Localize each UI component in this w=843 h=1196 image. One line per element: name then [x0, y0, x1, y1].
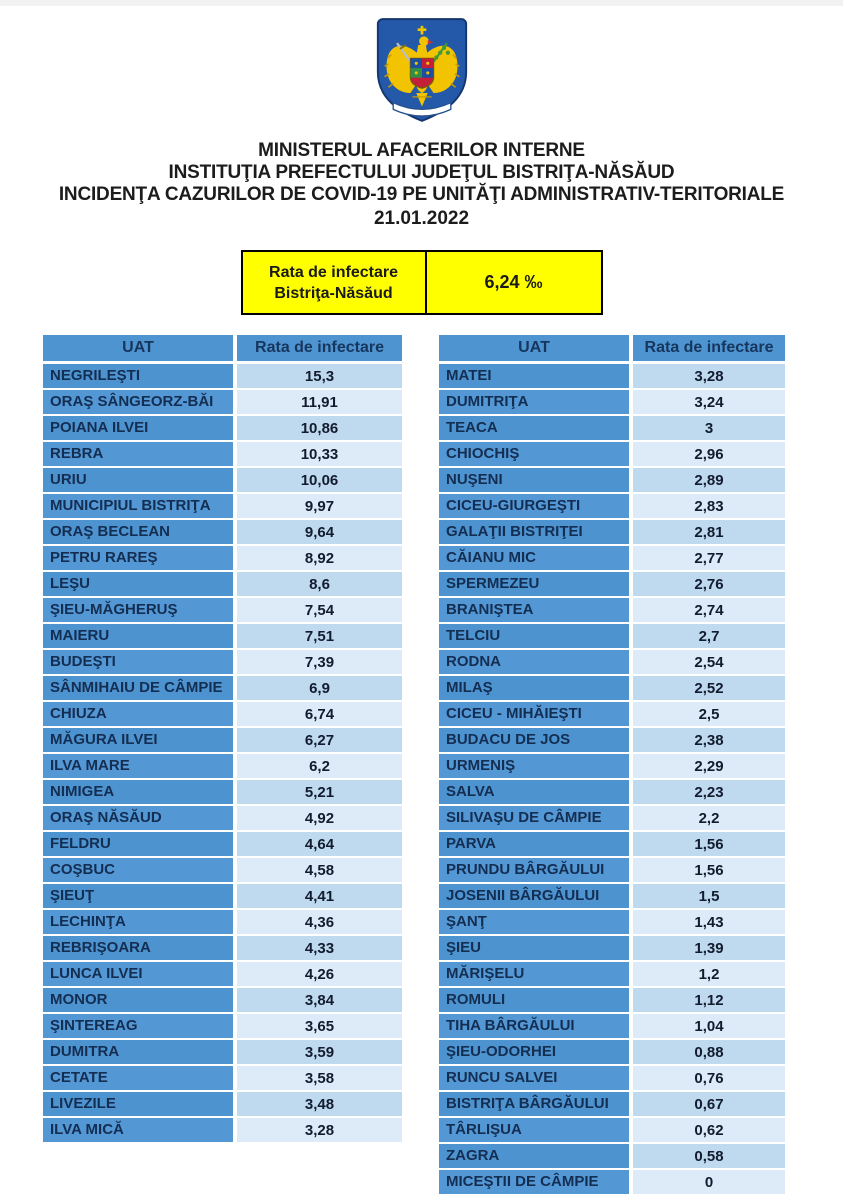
infection-rate-cell: 4,92 [237, 806, 402, 830]
infection-rate-cell: 6,2 [237, 754, 402, 778]
table-body-left [43, 364, 402, 1142]
table-row [43, 1066, 402, 1090]
uat-name-cell: DUMITRIŢA [439, 390, 629, 414]
infection-rate-cell: 2,96 [633, 442, 785, 466]
table-row [43, 780, 402, 804]
table-row [43, 832, 402, 856]
uat-name-cell: SALVA [439, 780, 629, 804]
infection-rate-cell: 3,48 [237, 1092, 402, 1116]
infection-rate-cell: 0,67 [633, 1092, 785, 1116]
uat-table-left [43, 335, 402, 1144]
uat-name-cell: MĂRIŞELU [439, 962, 629, 986]
table-row [43, 1014, 402, 1038]
table-row [43, 416, 402, 440]
uat-name-cell: REBRA [43, 442, 233, 466]
infection-rate-cell: 2,38 [633, 728, 785, 752]
infection-rate-cell: 0,76 [633, 1066, 785, 1090]
uat-name-cell: URMENIŞ [439, 754, 629, 778]
table-row [439, 754, 785, 778]
infection-rate-cell: 1,2 [633, 962, 785, 986]
infection-rate-cell: 10,06 [237, 468, 402, 492]
table-row [439, 728, 785, 752]
uat-name-cell: MILAŞ [439, 676, 629, 700]
tables-container [43, 335, 843, 1196]
table-row [439, 806, 785, 830]
infection-rate-cell: 8,92 [237, 546, 402, 570]
uat-name-cell: ZAGRA [439, 1144, 629, 1168]
uat-name-cell: ŞIEU-ODORHEI [439, 1040, 629, 1064]
infection-rate-cell: 4,33 [237, 936, 402, 960]
table-row [439, 884, 785, 908]
infection-rate-cell: 0,88 [633, 1040, 785, 1064]
table-row [43, 572, 402, 596]
table-row [439, 676, 785, 700]
uat-name-cell: LUNCA ILVEI [43, 962, 233, 986]
uat-name-cell: BUDACU DE JOS [439, 728, 629, 752]
infection-rate-cell: 2,29 [633, 754, 785, 778]
county-rate-value: 6,24 ‰ [484, 272, 543, 292]
infection-rate-cell: 4,41 [237, 884, 402, 908]
infection-rate-cell: 10,33 [237, 442, 402, 466]
table-row [43, 364, 402, 388]
uat-name-cell: SPERMEZEU [439, 572, 629, 596]
table-row [43, 390, 402, 414]
uat-name-cell: CETATE [43, 1066, 233, 1090]
rate-column-header: Rata de infectare [633, 335, 785, 361]
infection-rate-cell: 2,77 [633, 546, 785, 570]
table-row [439, 702, 785, 726]
uat-column-header: UAT [439, 335, 629, 361]
infection-rate-cell: 2,76 [633, 572, 785, 596]
uat-name-cell: CICEU-GIURGEŞTI [439, 494, 629, 518]
table-row [43, 702, 402, 726]
uat-name-cell: ILVA MICĂ [43, 1118, 233, 1142]
table-row [43, 1092, 402, 1116]
table-row [439, 520, 785, 544]
uat-name-cell: URIU [43, 468, 233, 492]
uat-name-cell: LEŞU [43, 572, 233, 596]
infection-rate-cell: 7,39 [237, 650, 402, 674]
uat-name-cell: ILVA MARE [43, 754, 233, 778]
uat-name-cell: BUDEŞTI [43, 650, 233, 674]
infection-rate-cell: 9,97 [237, 494, 402, 518]
table-row [43, 936, 402, 960]
infection-rate-cell: 1,56 [633, 858, 785, 882]
table-row [439, 442, 785, 466]
uat-name-cell: MĂGURA ILVEI [43, 728, 233, 752]
uat-name-cell: POIANA ILVEI [43, 416, 233, 440]
uat-name-cell: LECHINŢA [43, 910, 233, 934]
infection-rate-cell: 1,43 [633, 910, 785, 934]
table-row [439, 468, 785, 492]
table-row [43, 520, 402, 544]
infection-rate-cell: 2,52 [633, 676, 785, 700]
table-row [43, 1118, 402, 1142]
uat-name-cell: CĂIANU MIC [439, 546, 629, 570]
table-row [43, 858, 402, 882]
infection-rate-cell: 3 [633, 416, 785, 440]
uat-name-cell: ORAŞ SÂNGEORZ-BĂI [43, 390, 233, 414]
infection-rate-cell: 3,24 [633, 390, 785, 414]
uat-name-cell: ŞIEU [439, 936, 629, 960]
infection-rate-cell: 2,81 [633, 520, 785, 544]
uat-name-cell: DUMITRA [43, 1040, 233, 1064]
infection-rate-cell: 11,91 [237, 390, 402, 414]
table-row [439, 1066, 785, 1090]
infection-rate-cell: 3,84 [237, 988, 402, 1012]
table-row [439, 858, 785, 882]
table-header-row [439, 335, 785, 361]
uat-name-cell: RODNA [439, 650, 629, 674]
table-row [43, 546, 402, 570]
table-body-right [439, 364, 785, 1194]
table-row [439, 1014, 785, 1038]
uat-name-cell: JOSENII BÂRGĂULUI [439, 884, 629, 908]
table-row [43, 598, 402, 622]
table-row [439, 962, 785, 986]
county-rate-label [243, 252, 427, 313]
infection-rate-cell: 3,28 [237, 1118, 402, 1142]
uat-table-right [439, 335, 785, 1196]
table-row [439, 572, 785, 596]
table-row [43, 728, 402, 752]
infection-rate-cell: 8,6 [237, 572, 402, 596]
infection-rate-cell: 1,56 [633, 832, 785, 856]
uat-name-cell: ŞIEU-MĂGHERUŞ [43, 598, 233, 622]
infection-rate-cell: 7,51 [237, 624, 402, 648]
uat-name-cell: CHIOCHIŞ [439, 442, 629, 466]
table-row [43, 962, 402, 986]
uat-name-cell: ORAŞ NĂSĂUD [43, 806, 233, 830]
uat-name-cell: BRANIŞTEA [439, 598, 629, 622]
uat-name-cell: LIVEZILE [43, 1092, 233, 1116]
infection-rate-cell: 0 [633, 1170, 785, 1194]
infection-rate-cell: 1,04 [633, 1014, 785, 1038]
table-row [43, 806, 402, 830]
table-row [439, 1170, 785, 1194]
uat-name-cell: ŞANŢ [439, 910, 629, 934]
uat-name-cell: COŞBUC [43, 858, 233, 882]
uat-name-cell: REBRIŞOARA [43, 936, 233, 960]
infection-rate-cell: 6,74 [237, 702, 402, 726]
page-top-edge [0, 0, 843, 6]
uat-name-cell: PETRU RAREŞ [43, 546, 233, 570]
table-row [439, 910, 785, 934]
table-row [43, 650, 402, 674]
table-row [439, 832, 785, 856]
table-row [43, 676, 402, 700]
uat-name-cell: BISTRIŢA BÂRGĂULUI [439, 1092, 629, 1116]
infection-rate-cell: 15,3 [237, 364, 402, 388]
uat-name-cell: SILIVAŞU DE CÂMPIE [439, 806, 629, 830]
table-row [439, 364, 785, 388]
table-row [439, 546, 785, 570]
table-row [439, 1092, 785, 1116]
table-row [439, 650, 785, 674]
infection-rate-cell: 2,7 [633, 624, 785, 648]
uat-name-cell: RUNCU SALVEI [439, 1066, 629, 1090]
uat-name-cell: GALAŢII BISTRIŢEI [439, 520, 629, 544]
table-row [43, 754, 402, 778]
infection-rate-cell: 3,58 [237, 1066, 402, 1090]
infection-rate-cell: 4,36 [237, 910, 402, 934]
table-row [439, 988, 785, 1012]
infection-rate-cell: 2,89 [633, 468, 785, 492]
document-title: INCIDENŢA CAZURILOR DE COVID-19 PE UNITĂŢI ADMINISTRATIV-TERITORIALE [58, 184, 785, 205]
rate-column-header: Rata de infectare [237, 335, 402, 361]
coat-of-arms-container [0, 14, 843, 126]
uat-name-cell: NIMIGEA [43, 780, 233, 804]
table-row [43, 442, 402, 466]
infection-rate-cell: 4,26 [237, 962, 402, 986]
uat-name-cell: SÂNMIHAIU DE CÂMPIE [43, 676, 233, 700]
infection-rate-cell: 1,12 [633, 988, 785, 1012]
county-rate-label-line1: Rata de infectare [269, 263, 398, 281]
infection-rate-cell: 3,28 [633, 364, 785, 388]
table-row [439, 494, 785, 518]
table-row [439, 1144, 785, 1168]
uat-name-cell: MUNICIPIUL BISTRIŢA [43, 494, 233, 518]
table-row [439, 780, 785, 804]
table-row [439, 598, 785, 622]
table-row [439, 390, 785, 414]
table-row [43, 988, 402, 1012]
title-block [0, 140, 843, 230]
uat-name-cell: MAIERU [43, 624, 233, 648]
uat-name-cell: FELDRU [43, 832, 233, 856]
uat-name-cell: TELCIU [439, 624, 629, 648]
uat-name-cell: TÂRLIŞUA [439, 1118, 629, 1142]
table-row [43, 624, 402, 648]
uat-name-cell: TEACA [439, 416, 629, 440]
uat-name-cell: CHIUZA [43, 702, 233, 726]
uat-name-cell: MONOR [43, 988, 233, 1012]
infection-rate-cell: 1,39 [633, 936, 785, 960]
table-row [439, 416, 785, 440]
uat-name-cell: MICEŞTII DE CÂMPIE [439, 1170, 629, 1194]
infection-rate-cell: 2,2 [633, 806, 785, 830]
infection-rate-cell: 6,9 [237, 676, 402, 700]
table-row [43, 884, 402, 908]
uat-name-cell: CICEU - MIHĂIEŞTI [439, 702, 629, 726]
uat-name-cell: PRUNDU BÂRGĂULUI [439, 858, 629, 882]
infection-rate-cell: 2,83 [633, 494, 785, 518]
uat-name-cell: TIHA BÂRGĂULUI [439, 1014, 629, 1038]
uat-name-cell: ŞINTEREAG [43, 1014, 233, 1038]
table-row [439, 624, 785, 648]
table-row [439, 1040, 785, 1064]
institution-title: INSTITUŢIA PREFECTULUI JUDEŢUL BISTRIŢA-NĂSĂUD [168, 162, 675, 183]
ministry-title: MINISTERUL AFACERILOR INTERNE [258, 140, 585, 161]
infection-rate-cell: 1,5 [633, 884, 785, 908]
uat-name-cell: ROMULI [439, 988, 629, 1012]
table-header-row [43, 335, 402, 361]
table-row [439, 1118, 785, 1142]
uat-name-cell: PARVA [439, 832, 629, 856]
infection-rate-cell: 5,21 [237, 780, 402, 804]
mai-coat-of-arms-icon [374, 14, 470, 126]
infection-rate-cell: 3,65 [237, 1014, 402, 1038]
infection-rate-cell: 9,64 [237, 520, 402, 544]
infection-rate-cell: 3,59 [237, 1040, 402, 1064]
infection-rate-cell: 10,86 [237, 416, 402, 440]
infection-rate-cell: 2,23 [633, 780, 785, 804]
uat-name-cell: ŞIEUŢ [43, 884, 233, 908]
infection-rate-cell: 0,58 [633, 1144, 785, 1168]
infection-rate-cell: 2,74 [633, 598, 785, 622]
infection-rate-cell: 2,54 [633, 650, 785, 674]
uat-name-cell: ORAŞ BECLEAN [43, 520, 233, 544]
infection-rate-cell: 4,64 [237, 832, 402, 856]
infection-rate-cell: 6,27 [237, 728, 402, 752]
infection-rate-cell: 0,62 [633, 1118, 785, 1142]
uat-name-cell: NEGRILEŞTI [43, 364, 233, 388]
county-rate-summary-box [241, 250, 603, 315]
table-row [43, 468, 402, 492]
table-row [43, 910, 402, 934]
table-row [43, 1040, 402, 1064]
uat-name-cell: MATEI [439, 364, 629, 388]
report-date: 21.01.2022 [373, 208, 470, 229]
uat-column-header: UAT [43, 335, 233, 361]
infection-rate-cell: 4,58 [237, 858, 402, 882]
infection-rate-cell: 7,54 [237, 598, 402, 622]
county-rate-label-line2: Bistriţa-Năsăud [274, 284, 393, 302]
infection-rate-cell: 2,5 [633, 702, 785, 726]
table-row [43, 494, 402, 518]
uat-name-cell: NUŞENI [439, 468, 629, 492]
table-row [439, 936, 785, 960]
